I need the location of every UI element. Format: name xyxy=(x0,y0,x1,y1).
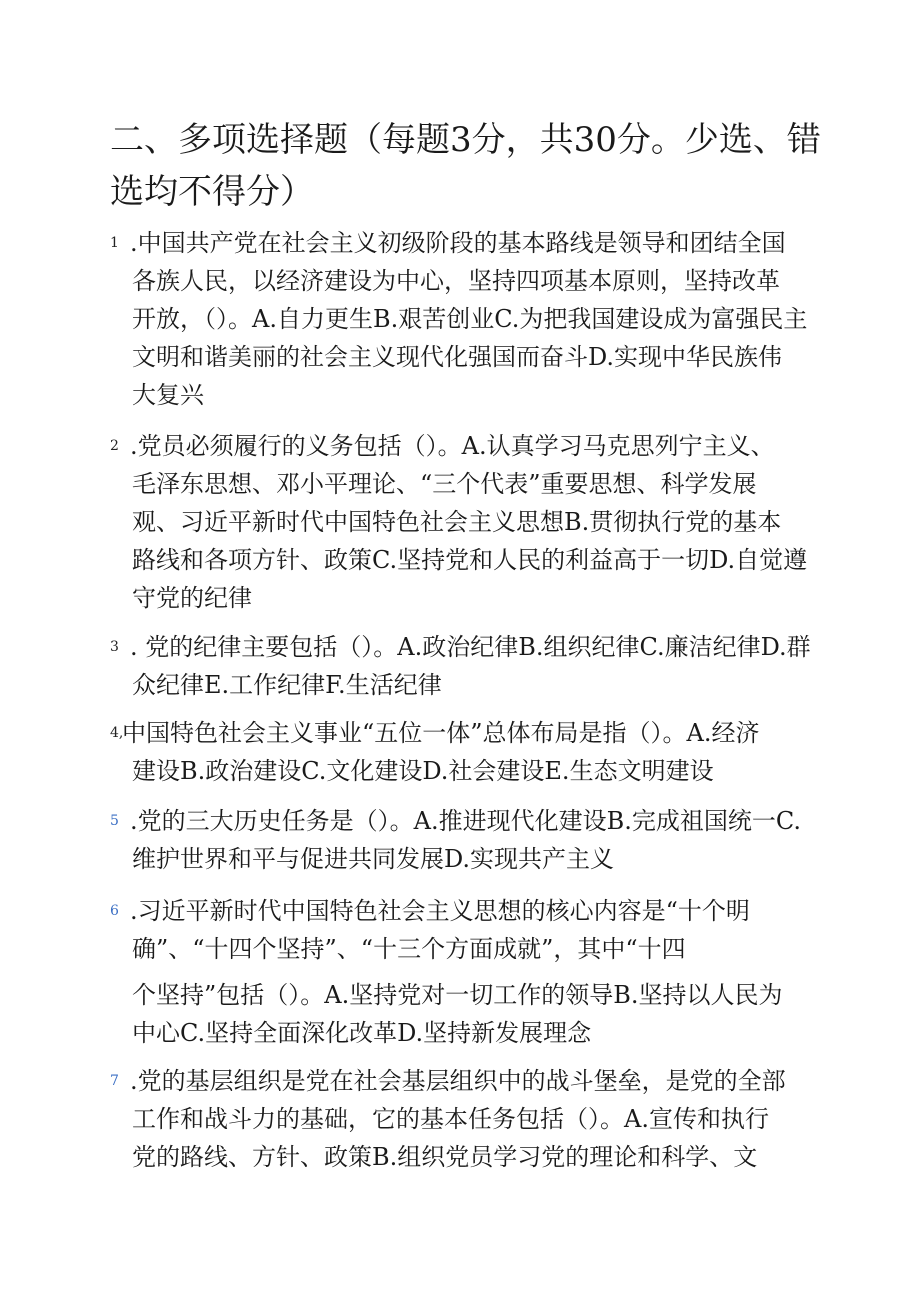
question-line: 观、习近平新时代中国特色社会主义思想B.贯彻执行党的基本 xyxy=(132,508,782,536)
question-line: 确”、“十四个坚持”、“十三个方面成就”，其中“十四 xyxy=(132,935,686,963)
question-line: .中国共产党在社会主义初级阶段的基本路线是领导和团结全国 xyxy=(130,229,786,257)
question-line: .党的基层组织是党在社会基层组织中的战斗堡垒，是党的全部 xyxy=(130,1067,786,1095)
question-line: 中心C.坚持全面深化改革D.坚持新发展理念 xyxy=(132,1019,592,1047)
question-number: 4, xyxy=(110,725,124,741)
question-line: .习近平新时代中国特色社会主义思想的核心内容是“十个明 xyxy=(130,897,750,925)
question-number: 2 xyxy=(110,438,119,454)
question-line: 开放，（）。A.自力更生B.艰苦创业C.为把我国建设成为富强民主 xyxy=(132,305,808,333)
section-heading-line: 选均不得分） xyxy=(110,172,314,212)
question-line: 中国特色社会主义事业“五位一体”总体布局是指（）。A.经济 xyxy=(122,719,760,747)
question-number: 6 xyxy=(110,903,119,919)
question-number: 1 xyxy=(110,235,119,251)
question-line: .党员必须履行的义务包括（）。A.认真学习马克思列宁主义、 xyxy=(130,432,775,460)
question-line: 众纪律E.工作纪律F.生活纪律 xyxy=(132,671,442,699)
question-line: 党的路线、方针、政策B.组织党员学习党的理论和科学、文 xyxy=(132,1143,758,1171)
question-line: 各族人民，以经济建设为中心，坚持四项基本原则，坚持改革 xyxy=(132,267,780,295)
question-line: 文明和谐美丽的社会主义现代化强国而奋斗D.实现中华民族伟 xyxy=(132,343,783,371)
question-number: 5 xyxy=(110,813,119,829)
question-line: 工作和战斗力的基础，它的基本任务包括（）。A.宣传和执行 xyxy=(132,1105,769,1133)
question-line: 个坚持”包括（）。A.坚持党对一切工作的领导B.坚持以人民为 xyxy=(132,981,783,1009)
section-heading-line: 二、多项选择题（每题3分，共30分。少选、错 xyxy=(110,120,821,160)
question-line: 守党的纪律 xyxy=(132,584,252,612)
section-heading xyxy=(110,114,830,218)
question-line: 路线和各项方针、政策C.坚持党和人民的利益高于一切D.自觉遵 xyxy=(132,546,808,574)
question-line: 大复兴 xyxy=(132,381,204,409)
question-line: . 党的纪律主要包括（）。A.政治纪律B.组织纪律C.廉洁纪律D.群 xyxy=(130,633,811,661)
question-line: 维护世界和平与促进共同发展D.实现共产主义 xyxy=(132,845,615,873)
question-line: 建设B.政治建设C.文化建设D.社会建设E.生态文明建设 xyxy=(132,757,714,785)
question-number: 7 xyxy=(110,1073,119,1089)
question-line: .党的三大历史任务是（）。A.推进现代化建设B.完成祖国统一C. xyxy=(130,807,801,835)
question-line: 毛泽东思想、邓小平理论、“三个代表”重要思想、科学发展 xyxy=(132,470,757,498)
question-number: 3 xyxy=(110,639,119,655)
